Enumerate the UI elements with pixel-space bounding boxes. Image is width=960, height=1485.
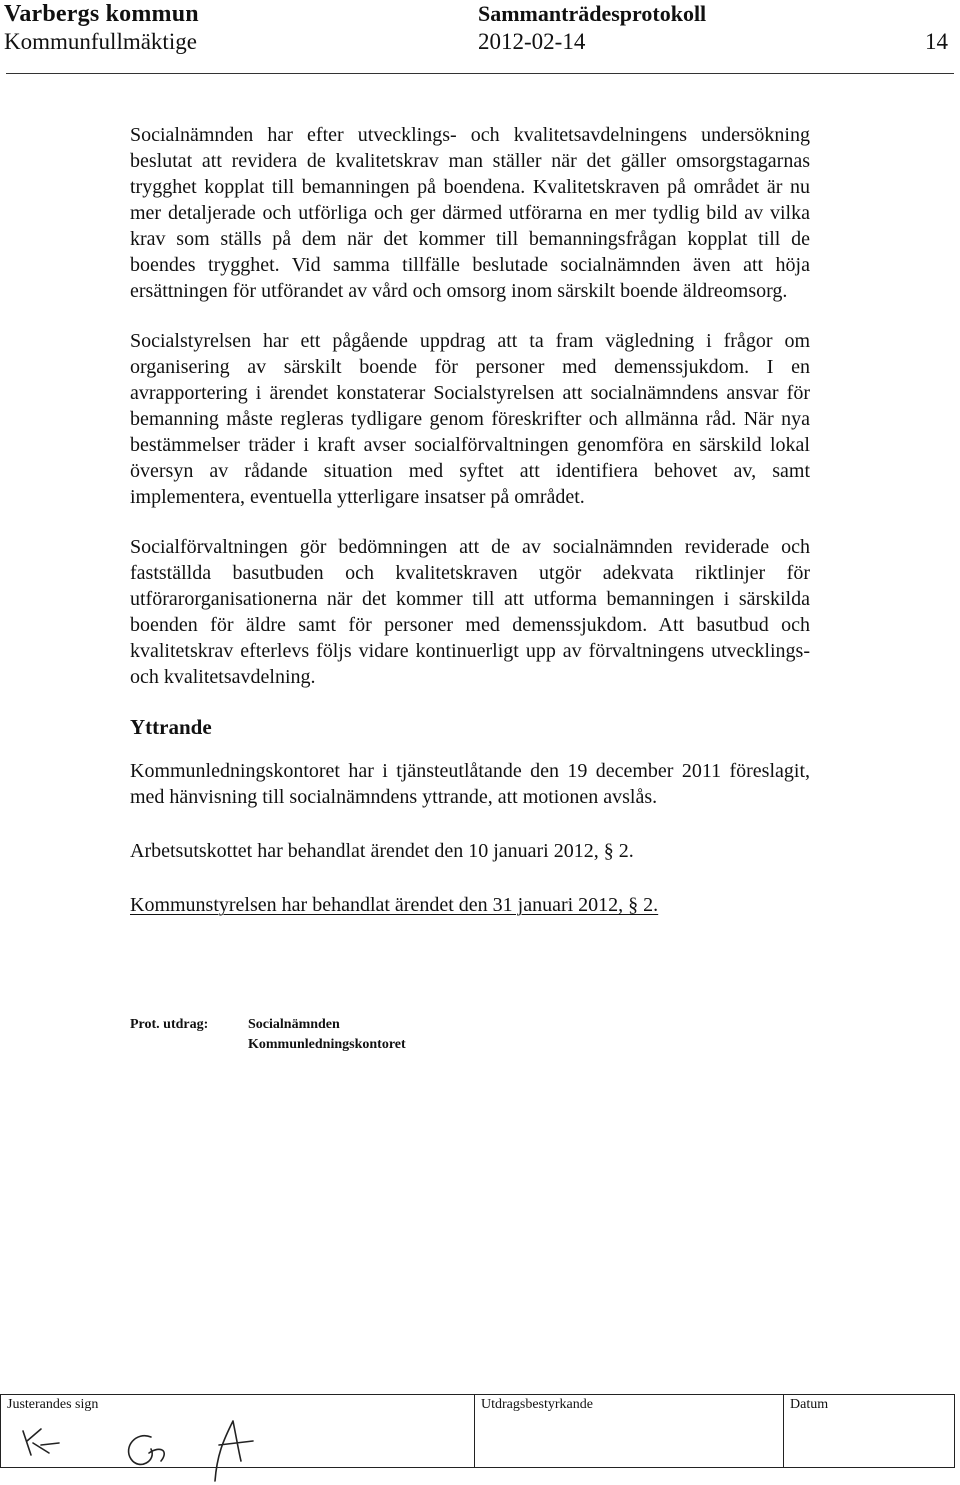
- utdragsbestyrkande-label: Utdragsbestyrkande: [481, 1397, 593, 1412]
- statement-underlined-wrapper: [130, 892, 810, 918]
- paragraph: Socialnämnden har efter utvecklings- och kvalitetsavdelningens undersökning beslutat att revidera de kvalitetskrav man ställer när det gäller omsorgstagarnas trygghet kopplat till bemanningen på boendena. Kvalitetskraven på området är nu mer detaljerade och utförliga och ger därmed utförarna en mer tydlig bild av vilka krav som ställs på dem när det kommer till bemanningsfrågan kopplat till de boendes trygghet. Vid samma tillfälle beslutade socialnämnden även att höja ersättningen för utförandet av vård och omsorg inom särskilt boende äldreomsorg.: [130, 124, 810, 302]
- statement: Kommunledningskontoret har i tjänsteutlåtande den 19 december 2011 föreslagit, med hänvisning till socialnämndens yttrande, att motionen avslås.: [130, 760, 810, 808]
- recipient: Socialnämnden: [248, 1017, 340, 1032]
- handwritten-signatures: [1, 1395, 474, 1485]
- organization-name: Varbergs kommun: [4, 1, 199, 27]
- document-body: [130, 122, 810, 946]
- statement: Kommunstyrelsen har behandlat ärendet den 31 januari 2012, § 2.: [130, 894, 659, 916]
- committee-name: Kommunfullmäktige: [4, 29, 197, 54]
- utdragsbestyrkande-cell: [474, 1395, 783, 1467]
- document-type: Sammanträdesprotokoll: [478, 1, 707, 26]
- datum-cell: [783, 1395, 955, 1467]
- paragraph: Socialstyrelsen har ett pågående uppdrag att ta fram vägledning i frågor om organisering av särskilt boende för personer med demenssjukdom. I en avrapportering i ärendet konstaterar Socialstyrelsen att socialnämndens ansvar för bemanning måste regleras tydligare genom föreskrifter och allmänna råd. När nya bestämmelser träder i kraft avser socialförvaltningen genomföra en särskild lokal översyn av rådande situation med syftet att identifiera behovet av, samt implementera, eventuella ytterligare insatser på området.: [130, 330, 810, 508]
- page-number: 14: [925, 29, 948, 54]
- justerandes-sign-label: Justerandes sign: [7, 1397, 99, 1412]
- recipient: Kommunledningskontoret: [248, 1037, 406, 1052]
- meeting-date: 2012-02-14: [478, 29, 586, 54]
- justerandes-sign-cell: [1, 1395, 474, 1467]
- datum-label: Datum: [790, 1397, 829, 1412]
- header-divider: [6, 73, 954, 74]
- section-heading: Yttrande: [130, 715, 212, 739]
- paragraph: Socialförvaltningen gör bedömningen att de av socialnämnden reviderade och fastställda basutbuden och kvalitetskraven utgör adekvata riktlinjer för utförarorganisationerna när det kommer till att utforma bemanningen i särskilda boenden för äldre samt för personer med demenssjukdom. Att basutbud och kvalitetskrav efterlevs följs vidare kontinuerligt upp av förvaltningens utvecklings- och kvalitetsavdelning.: [130, 536, 810, 688]
- signature-box: [0, 1394, 955, 1468]
- extract-recipients: [248, 1015, 548, 1055]
- statement: Arbetsutskottet har behandlat ärendet den 10 januari 2012, § 2.: [130, 840, 634, 862]
- extract-label: Prot. utdrag:: [130, 1017, 209, 1032]
- page-header: [0, 0, 960, 80]
